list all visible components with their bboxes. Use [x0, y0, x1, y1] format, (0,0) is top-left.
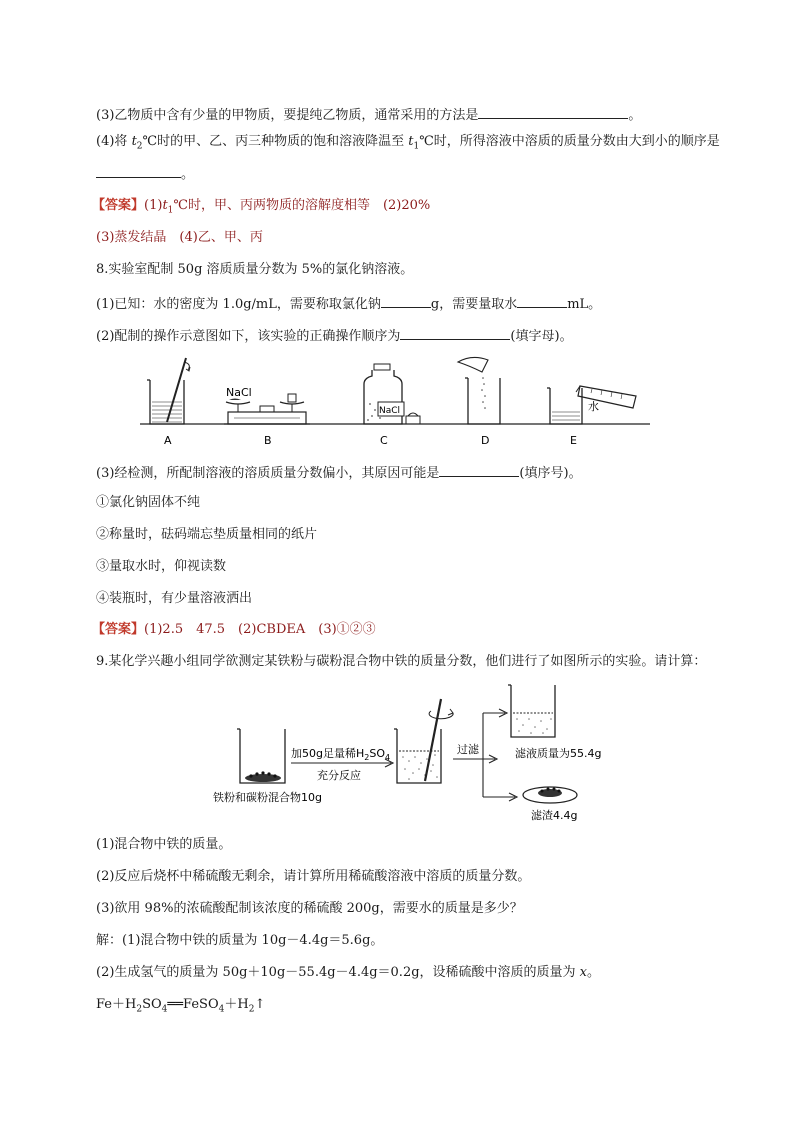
- svg-text:充分反应: 充分反应: [317, 769, 361, 782]
- label-c: C: [380, 434, 388, 447]
- q8-option2: ②称量时，砝码端忘垫质量相同的纸片: [96, 527, 318, 542]
- answer-blank[interactable]: [96, 163, 181, 178]
- label-d: D: [481, 434, 490, 447]
- answer-blank[interactable]: [478, 104, 628, 119]
- answer-blank[interactable]: [400, 325, 510, 340]
- svg-text:滤液质量为55.4g: 滤液质量为55.4g: [515, 747, 602, 760]
- svg-text:NaCl: NaCl: [226, 386, 252, 399]
- q8-part3: (3)经检测，所配制溶液的溶质质量分数偏小，其原因可能是 (填序号)。: [96, 462, 582, 483]
- label-e: E: [570, 434, 577, 447]
- answer-blank[interactable]: [381, 293, 431, 308]
- q9-part2: (2)反应后烧杯中稀硫酸无剩余，请计算所用稀硫酸溶液中溶质的质量分数。: [96, 869, 531, 884]
- q7-part4: (4)将 $t_2℃$时的甲、乙、丙三种物质的饱和溶液降温至 $t_1℃$时，所得溶液中溶质的质量分数由大到小的顺序是: [96, 134, 720, 152]
- q7-part4-blank: 。: [96, 163, 194, 184]
- label-a: A: [164, 434, 172, 447]
- q9-equation: $Fe+H_2SO_4══FeSO_4+H_2↑$: [96, 997, 266, 1015]
- q8-option3: ③量取水时，仰视读数: [96, 559, 227, 574]
- svg-text:过滤: 过滤: [457, 743, 479, 756]
- answer-blank[interactable]: [517, 293, 567, 308]
- q9-solution2: (2)生成氢气的质量为 50g＋10g－55.4g－4.4g＝0.2g，设稀硫酸中溶质的质量为 x。: [96, 965, 601, 980]
- q8-part1: (1)已知：水的密度为 1.0g/mL，需要称取氯化钠 g，需要量取水 mL。: [96, 293, 601, 314]
- q9-part1: (1)混合物中铁的质量。: [96, 837, 232, 852]
- beaker-mixture-figure: [237, 729, 285, 783]
- q9-title: 9.某化学兴趣小组同学欲测定某铁粉与碳粉混合物中铁的质量分数，他们进行了如图所示的实验。请计算：: [96, 654, 707, 669]
- q9-experiment-figure: [205, 677, 602, 825]
- svg-text:水: 水: [588, 400, 599, 413]
- svg-text:铁粉和碳粉混合物10g: 铁粉和碳粉混合物10g: [213, 791, 322, 804]
- beaker-reaction-figure: [394, 699, 453, 783]
- svg-text:加50g足量稀H2SO4: 加50g足量稀$H_2SO_4$: [291, 747, 391, 762]
- q8-answer: 【答案】(1)2.5 47.5 (2)CBDEA (3)①②③: [92, 622, 376, 637]
- q9-solution1: 解：(1)混合物中铁的质量为 10g－4.4g＝5.6g。: [96, 933, 384, 948]
- q8-option1: ①氯化钠固体不纯: [96, 495, 201, 510]
- svg-text:NaCl: NaCl: [379, 406, 401, 416]
- pouring-water-figure: [547, 386, 636, 424]
- beaker-stirring-figure: [147, 358, 190, 424]
- q8-title: 8.实验室配制 50g 溶质质量分数为 5%的氯化钠溶液。: [96, 262, 414, 277]
- q8-option4: ④装瓶时，有少量溶液洒出: [96, 591, 253, 606]
- q8-operation-figure: [140, 352, 650, 454]
- pouring-solid-figure: [458, 357, 500, 424]
- label-b: B: [264, 434, 272, 447]
- q9-part3: (3)欲用 98%的浓硫酸配制该浓度的稀硫酸 200g，需要水的质量是多少？: [96, 901, 523, 916]
- svg-text:滤渣4.4g: 滤渣4.4g: [531, 809, 578, 822]
- residue-dish-figure: [523, 787, 577, 803]
- answer-blank[interactable]: [439, 462, 519, 477]
- q7-answer-line1: 【答案】$(1)t_1℃$时，甲、丙两物质的溶解度相等 (2)20%: [92, 198, 431, 216]
- beaker-filtrate-figure: [508, 685, 555, 737]
- balance-figure: [224, 386, 310, 424]
- reagent-bottle-figure: [364, 364, 420, 424]
- q8-part2: (2)配制的操作示意图如下，该实验的正确操作顺序为 (填字母)。: [96, 325, 573, 346]
- q7-answer-line2: (3)蒸发结晶 (4)乙、甲、丙: [96, 230, 263, 245]
- q7-part3: (3)乙物质中含有少量的甲物质，要提纯乙物质，通常采用的方法是 。: [96, 104, 641, 125]
